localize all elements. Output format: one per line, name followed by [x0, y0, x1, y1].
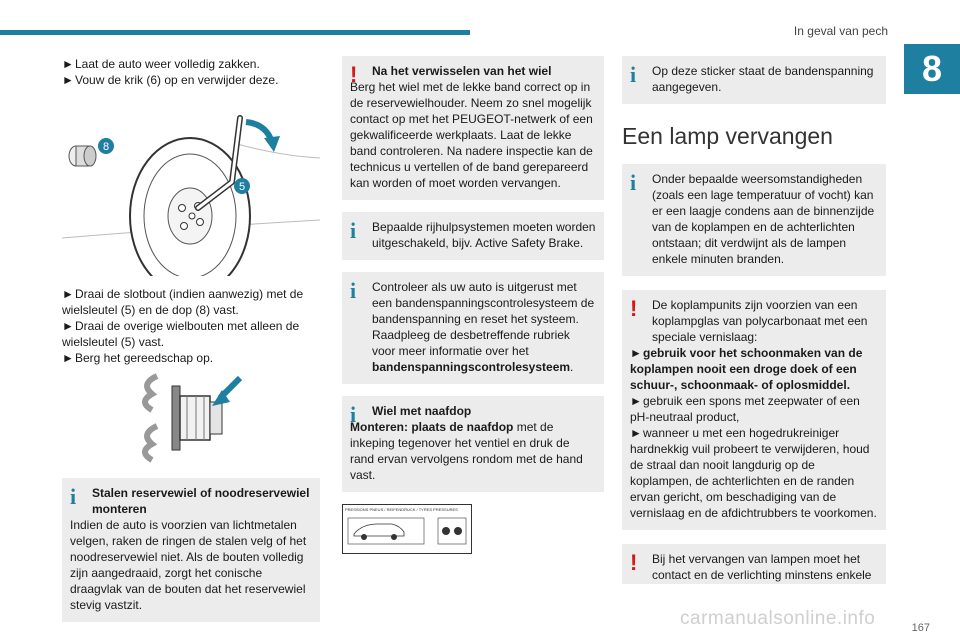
warning-box-after-wheel-change: [342, 56, 604, 200]
step-tighten-other-bolts: ►Draai de overige wielbouten met alleen de wielsleutel (5) vast.: [62, 319, 300, 349]
header-accent-bar: [0, 30, 470, 35]
wheel-wrench-illustration: [62, 96, 320, 276]
column-3: [622, 56, 886, 584]
info-box-body: Onder bepaalde weersomstandigheden (zoals een lage temperatuur of vocht) kan er een laagje condens aan de binnenzijde van de koplampen en de achterlichten ontstaan; dit verdwijnt als de lampen enkele minuten branden.: [652, 172, 875, 266]
warning-icon: !: [630, 296, 638, 321]
warning-box-body: Berg het wiel met de lekke band correct op in de reservewielhouder. Neem zo snel mogelijk contact op met het PEUGEOT-netwerk of een gekwalificeerde werkplaats. Laat de lekke band controleren. Na nadere inspectie kan de technicus u vertellen of de band gerepareerd kan worden of moet worden vervangen.: [350, 80, 593, 190]
sticker-title: PRESSIONS PNEUS / REIFENDRUCK / TYRES PRESSURES: [345, 507, 458, 512]
warning-instruction: ►wanneer u met een hogedrukreiniger hardnekkig vuil probeert te verwijderen, houd de straal dan nooit langdurig op de koplampen, de achterlichten en de randen ervan gericht, om beschadiging van de vernislaag en de afdichtrubbers te voorkomen.: [630, 426, 877, 520]
arrow-bullet-icon: ►: [630, 426, 642, 440]
bolt-detail-illustration: [62, 372, 320, 464]
watermark: carmanualsonline.info: [680, 608, 876, 629]
info-icon: i: [630, 170, 637, 195]
page-number: 167: [911, 622, 930, 634]
warning-icon: !: [630, 550, 638, 575]
info-icon: i: [350, 278, 357, 303]
step-lower-car: ►Laat de auto weer volledig zakken.: [62, 57, 260, 71]
warning-box-lamp-replacement: [622, 544, 886, 584]
info-box-hub-cap: [342, 396, 604, 492]
info-box-condensation: [622, 164, 886, 276]
lock-nut-cap-icon: [69, 146, 96, 166]
info-box-body: Indien de auto is voorzien van lichtmetalen velgen, raken de ringen de stalen velg of het noodreservewiel niet. Als de bouten volledig zijn aangedraaid, zorgt het conische draagvlak van de bouten dat het reservewiel stevig vastzit.: [70, 518, 307, 612]
step-tighten-lock-bolt: ►Draai de slotbout (indien aanwezig) met de wielsleutel (5) en de dop (8) vast.: [62, 287, 304, 317]
info-icon: i: [70, 484, 77, 509]
arrow-bullet-icon: ►: [62, 57, 74, 71]
column-2: [342, 56, 604, 554]
svg-text:8: 8: [102, 141, 110, 153]
arrow-bullet-icon: ►: [630, 394, 642, 408]
arrow-bullet-icon: ►: [62, 287, 74, 301]
arrow-bullet-icon: ►: [62, 351, 74, 365]
warning-box-title: Na het verwisselen van het wiel: [372, 64, 552, 78]
info-box-driving-aids: [342, 212, 604, 260]
info-box-sticker: [622, 56, 886, 104]
info-box-instruction: Monteren: plaats de naafdop: [350, 420, 514, 434]
info-icon: i: [350, 218, 357, 243]
arrow-bullet-icon: ►: [62, 73, 74, 87]
section-title: Een lamp vervangen: [622, 123, 833, 149]
chapter-number-badge: 8: [904, 44, 960, 94]
info-box-body: Op deze sticker staat de bandenspanning aangegeven.: [652, 64, 874, 94]
info-box-body: Controleer als uw auto is uitgerust met een bandenspanningscontrolesysteem de bandenspanning en reset het systeem. Raadpleeg de desbetreffende rubriek voor meer informatie over het: [372, 280, 595, 358]
info-box-title: Wiel met naafdop: [372, 404, 472, 418]
warning-box-body: Bij het vervangen van lampen moet het contact en de verlichting minstens enkele: [652, 552, 872, 582]
info-box-body: met de inkeping tegenover het ventiel en druk de rand ervan vervolgens rondom met de hand vast.: [350, 420, 583, 482]
warning-icon: !: [350, 62, 358, 87]
info-icon: i: [630, 62, 637, 87]
svg-text:5: 5: [238, 181, 246, 193]
info-box-steel-spare-wheel: [62, 478, 320, 622]
info-box-reference: bandenspanningscontrolesysteem: [372, 360, 571, 374]
info-icon: i: [350, 402, 357, 427]
arrow-bullet-icon: ►: [62, 319, 74, 333]
warning-box-headlamp-cleaning: [622, 290, 886, 530]
chapter-title: In geval van pech: [793, 24, 888, 38]
info-box-body: Bepaalde rijhulpsystemen moeten worden uitgeschakeld, bijv. Active Safety Brake.: [372, 220, 596, 250]
column-1: [62, 56, 320, 622]
info-box-title: Stalen reservewiel of noodreservewiel monteren: [92, 486, 310, 516]
step-fold-jack: ►Vouw de krik (6) op en verwijder deze.: [62, 73, 279, 87]
step-store-tools: ►Berg het gereedschap op.: [62, 351, 214, 365]
warning-bold-instruction: ►gebruik voor het schoonmaken van de koplampen nooit een droge doek of een schuur-, schoonmaak- of oplosmiddel.: [630, 346, 863, 392]
warning-box-body: De koplampunits zijn voorzien van een koplampglas van polycarbonaat met een speciale vernislaag:: [652, 298, 868, 344]
info-box-tyre-pressure: i Controleer als uw auto is uitgerust met een bandenspanningscontrolesysteem de bandenspanning en reset het systeem. Raadpleeg de desbetreffende rubriek voor meer informatie over het bandenspanningscontrolesysteem.: [342, 272, 604, 384]
arrow-bullet-icon: ►: [630, 346, 642, 360]
tyre-pressure-sticker: [342, 504, 472, 554]
warning-instruction: ►gebruik een spons met zeepwater of een pH-neutraal product,: [630, 394, 860, 424]
